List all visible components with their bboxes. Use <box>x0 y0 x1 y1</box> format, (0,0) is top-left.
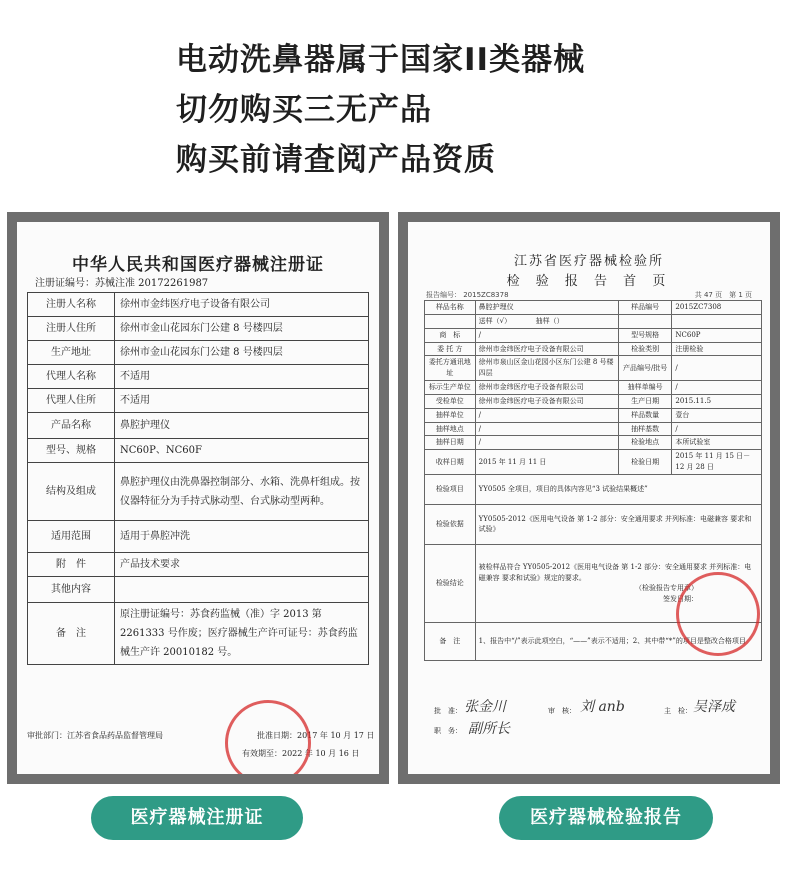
certificate-row <box>28 439 369 463</box>
report-cell <box>618 314 672 328</box>
report-cell: 送样（√） 抽样（） <box>475 314 618 328</box>
report-cell: 注册检验 <box>672 342 762 356</box>
certificate-row-key: 代理人住所 <box>28 389 115 413</box>
certificate-frame <box>7 212 389 784</box>
report-seal-caption: （检验报告专用章） <box>635 584 698 593</box>
approve-label: 批 准： <box>434 707 462 715</box>
certificate-row-value: 产品技术要求 <box>115 553 369 577</box>
report-row <box>425 342 762 356</box>
red-seal-stamp <box>225 700 311 774</box>
report-cell: 检验日期 <box>618 450 672 475</box>
report-cell: / <box>672 381 762 395</box>
duty-signature: 副所长 <box>468 721 510 737</box>
certificate-row-value: NC60P、NC60F <box>115 439 369 463</box>
report-institute-title: 江苏省医疗器械检验所 <box>513 254 664 269</box>
report-block-row <box>425 504 762 544</box>
certificate-row-value <box>115 577 369 603</box>
main-inspector-label: 主 检： <box>664 707 692 715</box>
report-cell: / <box>672 422 762 436</box>
report-cell: 商 标 <box>425 328 476 342</box>
report-cell: 受检单位 <box>425 394 476 408</box>
report-cell: 徐州市金纬医疗电子设备有限公司 <box>475 342 618 356</box>
report-row <box>425 436 762 450</box>
certificate-row-key: 生产地址 <box>28 341 115 365</box>
report-cell: 样品名称 <box>425 301 476 315</box>
certificate-row-key: 型号、规格 <box>28 439 115 463</box>
report-cell: 委 托 方 <box>425 342 476 356</box>
headline-3: 购买前请查阅产品资质 <box>176 142 496 178</box>
report-row <box>425 422 762 436</box>
report-block-label: 检验依据 <box>425 504 476 544</box>
report-paper <box>408 222 770 774</box>
certificate-row-value: 适用于鼻腔冲洗 <box>115 521 369 553</box>
review-signature: 刘 anb <box>580 699 625 715</box>
report-cell: 2015.11.5 <box>672 394 762 408</box>
report-frame <box>398 212 780 784</box>
report-cell: NC60P <box>672 328 762 342</box>
headline-2: 切勿购买三无产品 <box>176 92 432 128</box>
certificate-row-value: 徐州市金山花园东门公建 8 号楼四层 <box>115 341 369 365</box>
report-cell: 产品编号/批号 <box>618 356 672 381</box>
certificate-row <box>28 341 369 365</box>
certificate-row-key: 结构及组成 <box>28 463 115 521</box>
report-cell: 壹台 <box>672 408 762 422</box>
certificate-row-key: 注册人住所 <box>28 317 115 341</box>
report-cell: / <box>475 436 618 450</box>
main-inspector-signature: 吴泽成 <box>693 699 735 715</box>
report-row <box>425 301 762 315</box>
report-cell: 收样日期 <box>425 450 476 475</box>
report-cell: 2015ZC7308 <box>672 301 762 315</box>
certificate-table <box>27 292 369 665</box>
certificate-row <box>28 413 369 439</box>
certificate-row-value: 徐州市金纬医疗电子设备有限公司 <box>115 293 369 317</box>
report-row <box>425 356 762 381</box>
report-cell: 标示生产单位 <box>425 381 476 395</box>
report-cell: 委托方通讯地址 <box>425 356 476 381</box>
approve-signature: 张金川 <box>464 699 506 715</box>
report-row <box>425 381 762 395</box>
report-cell: 抽样单位 <box>425 408 476 422</box>
report-row <box>425 450 762 475</box>
certificate-row-key: 代理人名称 <box>28 365 115 389</box>
report-cell: 徐州市泉山区金山花园小区东门公建 8 号楼四层 <box>475 356 618 381</box>
report-cell: 检验类别 <box>618 342 672 356</box>
certificate-row-value: 徐州市金山花园东门公建 8 号楼四层 <box>115 317 369 341</box>
certificate-row <box>28 317 369 341</box>
certificate-row-value: 鼻腔护理仪 <box>115 413 369 439</box>
certificate-row-key: 注册人名称 <box>28 293 115 317</box>
report-cell <box>425 314 476 328</box>
certificate-row-key: 适用范围 <box>28 521 115 553</box>
report-block-text: YY0505-2012《医用电气设备 第 1-2 部分：安全通用要求 并列标准：电磁兼容 要求和试验》 <box>478 514 752 534</box>
registration-certificate-button[interactable]: 医疗器械注册证 <box>91 796 303 840</box>
report-cell: / <box>475 422 618 436</box>
certificate-row <box>28 553 369 577</box>
certificate-row-key: 附 件 <box>28 553 115 577</box>
certificate-row-key: 备 注 <box>28 603 115 665</box>
report-block-value <box>475 474 761 504</box>
inspection-report-button[interactable]: 医疗器械检验报告 <box>499 796 713 840</box>
report-cell: 样品编号 <box>618 301 672 315</box>
report-cell <box>672 314 762 328</box>
report-cell: 2015 年 11 月 15 日－12 月 28 日 <box>672 450 762 475</box>
certificate-row-value: 原注册证编号：苏食药监械（准）字 2013 第 2261333 号作废；医疗器械生产许可证号：苏食药监械生产许 20010182 号。 <box>115 603 369 665</box>
certificate-reg-no: 注册证编号：苏械注准 20172261987 <box>35 278 209 289</box>
report-block-text: 1、报告中“/”表示此项空白，“——”表示不适用；2、其中带“*”的项目是整改合格项目 <box>478 637 746 646</box>
certificate-approver: 审批部门：江苏省食品药品监督管理局 <box>27 731 163 740</box>
certificate-row-value: 不适用 <box>115 365 369 389</box>
inspection-seal-stamp <box>676 572 760 656</box>
certificate-row <box>28 577 369 603</box>
report-cell: 型号规格 <box>618 328 672 342</box>
report-cell: 抽样基数 <box>618 422 672 436</box>
report-block-value <box>475 504 761 544</box>
report-cell: 检验地点 <box>618 436 672 450</box>
report-row <box>425 328 762 342</box>
report-page: 共 47 页 第 1 页 <box>694 291 752 299</box>
report-row <box>425 314 762 328</box>
report-cell: 生产日期 <box>618 394 672 408</box>
report-cell: / <box>672 356 762 381</box>
report-cell: 本所试验室 <box>672 436 762 450</box>
certificate-row <box>28 463 369 521</box>
report-cell: 抽样单编号 <box>618 381 672 395</box>
certificate-row <box>28 293 369 317</box>
report-cell: 抽样日期 <box>425 436 476 450</box>
report-cell: 2015 年 11 月 11 日 <box>475 450 618 475</box>
report-block-text: YY0505 全项目，项目的具体内容见“3 试验结果概述” <box>478 485 648 494</box>
certificate-title: 中华人民共和国医疗器械注册证 <box>72 255 324 275</box>
certificate-row <box>28 365 369 389</box>
report-cell: 鼻腔护理仪 <box>475 301 618 315</box>
certificate-row-key: 其他内容 <box>28 577 115 603</box>
report-sign-date: 签发日期： <box>663 595 698 604</box>
report-cell: / <box>475 408 618 422</box>
report-block-label: 检验结论 <box>425 544 476 622</box>
certificate-row-value: 鼻腔护理仪由洗鼻器控制部分、水箱、洗鼻杆组成。按仪器特征分为手持式脉动型、台式脉动型两种。 <box>115 463 369 521</box>
report-title: 检 验 报 告 首 页 <box>506 274 672 289</box>
review-label: 审 核： <box>548 707 576 715</box>
certificate-row-key: 产品名称 <box>28 413 115 439</box>
certificate-paper <box>17 222 379 774</box>
certificate-row <box>28 389 369 413</box>
certificate-row-value: 不适用 <box>115 389 369 413</box>
report-cell: / <box>475 328 618 342</box>
report-cell: 徐州市金纬医疗电子设备有限公司 <box>475 381 618 395</box>
report-cell: 徐州市金纬医疗电子设备有限公司 <box>475 394 618 408</box>
duty-label: 职 务： <box>434 727 462 735</box>
report-block-text: 被检样品符合 YY0505-2012《医用电气设备 第 1-2 部分：安全通用要求 并列标准：电磁兼容 要求和试验》规定的要求。 <box>478 562 752 582</box>
certificate-valid-date: 有效期至：2022 年 10 月 16 日 <box>242 749 360 758</box>
report-block-row <box>425 474 762 504</box>
report-cell: 抽样地点 <box>425 422 476 436</box>
report-block-label: 备 注 <box>425 622 476 660</box>
certificate-approve-date: 批准日期：2017 年 10 月 17 日 <box>257 731 375 740</box>
certificate-row <box>28 603 369 665</box>
certificate-row <box>28 521 369 553</box>
report-number: 报告编号： 2015ZC8378 <box>426 291 509 299</box>
report-row <box>425 408 762 422</box>
report-cell: 样品数量 <box>618 408 672 422</box>
report-block-label: 检验项目 <box>425 474 476 504</box>
headline-1: 电动洗鼻器属于国家II类器械 <box>176 42 586 78</box>
report-row <box>425 394 762 408</box>
